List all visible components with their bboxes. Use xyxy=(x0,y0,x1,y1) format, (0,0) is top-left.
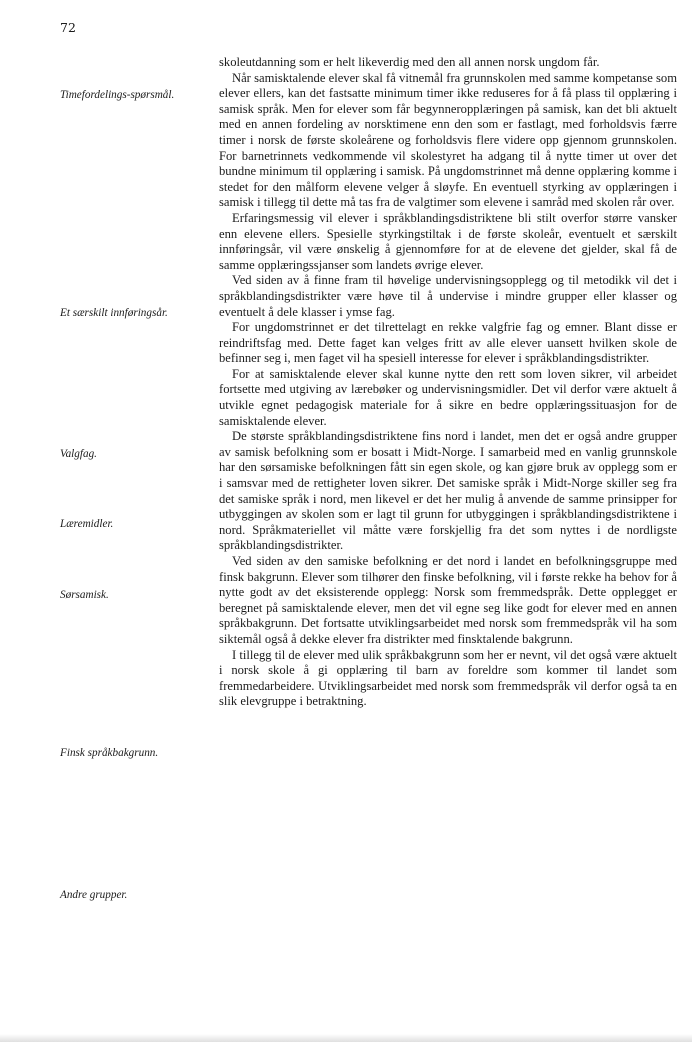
paragraph: Ved siden av å finne fram til høvelige undervisningsopplegg og til metodikk vil det i språkblandingsdistrikter være høve til å undervise i mindre grupper eller klasser og eventuelt å dele klasser i ymse fag. xyxy=(219,273,677,319)
paragraph: skoleutdanning som er helt likeverdig med den all annen norsk ungdom får. xyxy=(219,55,600,69)
paragraph: Erfaringsmessig vil elever i språkblandingsdistriktene bli stilt overfor større vansker enn elevene ellers. Spesielle styrkingstiltak i de første skoleår, eventuelt et særskilt innføringsår, vil være ønskelig å gjennomføre for at de elevene det gjelder, skal få de samme opplæringssjanser som landets øvrige elever. xyxy=(219,210,677,272)
page-number: 72 xyxy=(60,20,76,35)
paragraph: I tillegg til de elever med ulik språkbakgrunn som her er nevnt, vil det også være aktuelt i norsk skole å gi opplæring til barn av foreldre som kommer til landet som fremmedarbeidere. Utviklingsarbeidet med norsk som fremmedspråk vil derfor også ta en slik elevgruppe i betraktning. xyxy=(219,647,677,709)
margin-note-valgfag: Valgfag. xyxy=(60,448,97,460)
margin-note-sorsamisk: Sørsamisk. xyxy=(60,589,109,601)
margin-note-andre: Andre grupper. xyxy=(60,889,128,901)
paragraph: Ved siden av den samiske befolkning er det nord i landet en befolkningsgruppe med finsk bakgrunn. Elever som tilhører den finske befolkning, vil i første rekke ha behov for å nytte godt av det eksisterende opplegg: Norsk som fremmedspråk. Dette opplegget er beregnet på samisktalende elever, men det vil egne seg like godt for elever med en annen språkbakgrunn. Det fortsatte utviklingsarbeidet med norsk som fremmedspråk vil ha som siktemål også å dekke elever fra distrikter med finsktalende bakgrunn. xyxy=(219,554,677,646)
body-text xyxy=(219,55,677,710)
paragraph: De største språkblandingsdistriktene fins nord i landet, men det er også andre grupper av samisk befolkning som er bosatt i Midt-Norge. I samarbeid med en vanlig grunnskole har den sørsamiske befolkningen fått sin egen skole, og kan gjøre bruk av opplegg som er i samsvar med de rettigheter loven sikrer. Det samiske språk i Midt-Norge skiller seg fra det samiske språk i nord, men likevel er det her mulig å anvende de samme prinsipper for utbyggingen av skolen som er lagt til grunn for utbyggingen i språkblandingsdistriktene i nord. Språkmateriellet vil måtte være forskjellig fra det som nyttes i de nordligste språkblandingsdistrikter. xyxy=(219,429,677,553)
margin-note-finsk: Finsk språkbakgrunn. xyxy=(60,747,159,759)
margin-note-timefordelings: Timefordelings-spørsmål. xyxy=(60,89,175,101)
margin-note-laremidler: Læremidler. xyxy=(60,518,114,530)
paragraph: For at samisktalende elever skal kunne nytte den rett som loven sikrer, vil arbeidet fortsette med utgiving av lærebøker og undervisningsmidler. Det vil derfor være aktuelt å utvikle egnet pedagogisk materiale for å sikre en bedre opplæringssituasjon for de samisktalende elever. xyxy=(219,366,677,428)
paragraph: Når samisktalende elever skal få vitnemål fra grunnskolen med samme kompetanse som elever ellers, kan det fastsatte minimum timer ikke reduseres for å få plass til opplæring i samisk språk. Men for elever som får begynneropplæringen på samisk, kan det bli aktuelt med en annen fordeling av norsktimene enn den som er fastlagt, med forholdsvis færre timer i norsk de første skoleårene og forholdsvis flere videre opp gjennom grunnskolen. For barnetrinnets vedkommende vil skolestyret ha adgang til å nytte timer ut over det bundne minimum til opplæring i samisk. På ungdomstrinnet må denne opplæring komme i stedet for den målform elevene velger å sløyfe. En eventuell styrking av opplæringen i samisk i tillegg til dette må tas fra de valgtimer som elevene i samråd med skolen rår over. xyxy=(219,70,677,210)
margin-note-innforingsar: Et særskilt innføringsår. xyxy=(60,307,168,319)
paragraph: For ungdomstrinnet er det tilrettelagt en rekke valgfrie fag og emner. Blant disse er reindriftsfag med. Dette faget kan velges fritt av alle elever uansett hvilken skole de befinner seg i, men faget vil ha spesiell interesse for elever i språkblandingsdistrikter. xyxy=(219,320,677,366)
scan-edge xyxy=(0,1034,692,1042)
